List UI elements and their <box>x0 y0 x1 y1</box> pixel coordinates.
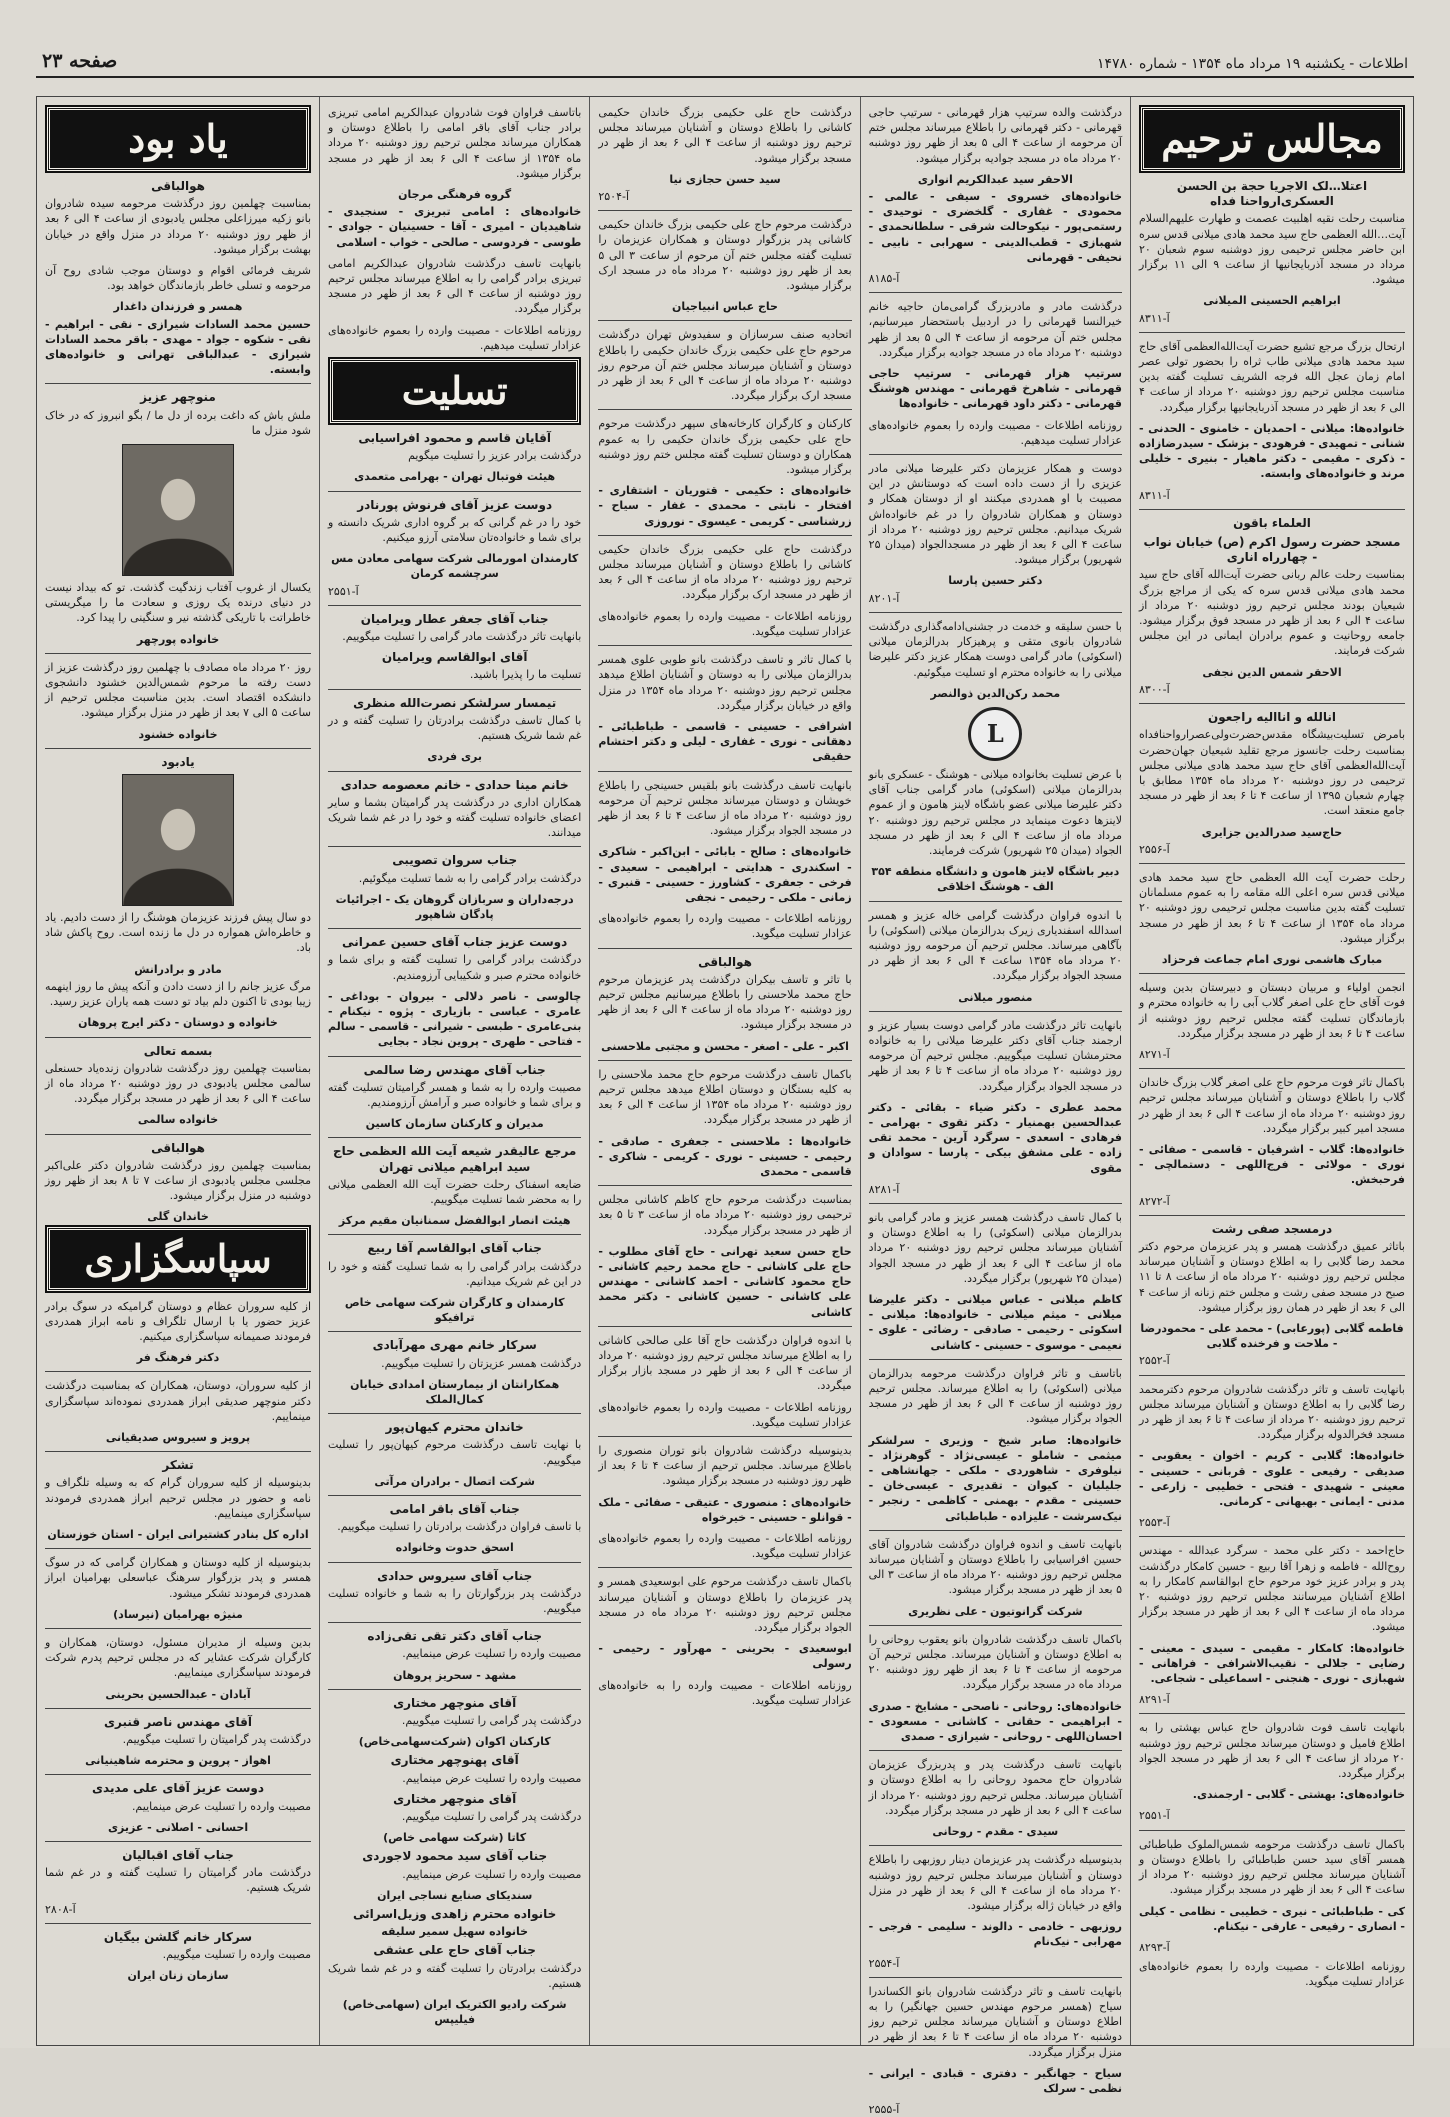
notice-text: ضایعه اسفناک رحلت حضرت آیت الله العظمی میلانی را به محضر شما تسلیت میگوییم. <box>328 1177 582 1206</box>
notice-heading: مسجد حضرت رسول اکرم (ص) خیابان نواب - چهارراه اناری <box>1143 535 1401 565</box>
family-list: خانواده‌های : امامی تبریزی - سنجیدی - شاهیدیان - امیری - آقا - حسینیان - جوادی - طوسی - فردوسی - صالحی - خواب - اسلامی <box>328 205 582 249</box>
notice-text: درگذشت برادر گرامی را به شما تسلیت میگوئیم. <box>358 871 582 885</box>
notice-heading: جناب آقای ابوالقاسم آقا ربیع <box>367 1241 542 1256</box>
notice-text: خود را در غم گرانی که بر گروه اداری شریک دانسته و برای شما و خانواده‌تان سلامتی آرزو میکنیم. <box>328 515 582 545</box>
divider <box>1139 1215 1405 1216</box>
notice-text: بمناسبت چهلمین روز درگذشت شادروان دکتر علی‌اکبر مجلسی مجلس یادبودی از ساعت ۷ تا ۸ بعد از ظهر روز دوشنبه در منزل برگزار میشود. <box>45 1158 312 1203</box>
divider <box>598 948 851 949</box>
notice-text: بانهایت تاثر درگذشت مادر گرامی دوست بسیار عزیز و ارجمند جناب آقای دکتر علیرضا میلانی را به خانواده محترمشان تسلیت میگوییم. مجلس ترحیم آن مرحومه روز دوشنبه ۲۰ مرداد ماه از ساعت ۴ تا ۶ بعد از ظهر در مسجد الجواد برگزار میگردد. <box>868 1018 1122 1093</box>
notice-text: بانهایت تاسف و اندوه فراوان درگذشت شادروان آقای حسین افراسیابی را باطلاع دوستان و آشنایان میرساند مجلس ترحیم روز دوشنبه ۲۰ مرداد ماه از ساعت ۳ الی ۵ بعد از ظهر در مسجد برگزار میشود. <box>868 1537 1122 1597</box>
divider <box>598 210 851 211</box>
lions-club-logo <box>968 707 1022 761</box>
notice-text: حاج‌احمد - دکتر علی محمد - سرگرد عبدالله - مهندس روح‌الله - فاطمه و زهرا آقا ربیع - حسین کامکار درگذشت پدر و برادر عزیز خود مرحوم حاج ابوالقاسم کامکار را به اطلاع آشنایان میرسانند مجلس ترحیم روز دوشنبه ۲۰ مرداد ماه از ساعت ۴ الی ۶ بعد از ظهر در مسجد برگزار میشود. <box>1139 1544 1405 1634</box>
family-list: روزبهی - خادمی - دالوند - سلیمی - فرجی - مهرابی - نیک‌نام <box>868 1920 1122 1949</box>
notice-text: باکمال تاسف درگذشت شادروان بانو یعقوب روحانی را به اطلاع دوستان و آشنایان میرساند. مجلس ترحیم آن مرحومه از ساعت ۴ تا ۶ بعد از ظهر روز دوشنبه ۲۰ مرداد ماه در مسجد برگزار میگردد. <box>868 1632 1122 1692</box>
divider <box>328 846 581 847</box>
divider <box>598 1185 851 1186</box>
notice-text: مناسبت رحلت نقیه اهلبیت عصمت و طهارت علیهم‌السلام آیت…الله العظمی حاج سید محمد هادی میلانی قدس سره ابن حاضر مجلس ترحیمی روز دوشنبه سوم شعبان ۲۰ مرداد در مسجد آذربایجانیها از ساعت ۹ الی ۱۱ برگزار میشود. <box>1139 212 1405 287</box>
notice-signature: شرکت اتصال - برادران مرآتی <box>374 1474 535 1488</box>
divider <box>45 748 311 749</box>
notice-text: با اندوه فراوان درگذشت حاج آقا علی صالحی کاشانی را به اطلاع میرساند مجلس ترحیم روز دوشنبه ۲۰ مرداد از ساعت ۴ الی ۶ بعد از ظهر در مسجد بازار برگزار میگردد. <box>598 1333 852 1393</box>
notice-text: با کمال تاثر و تاسف درگذشت بانو طوبی علوی همسر بدرالزمان میلانی را به دوستان و آشنایان اطلاع میدهد مجلس ترحیم روز دوشنبه ۲۰ مرداد ماه ۱۳۵۴ در منزل واقع در خیابان برگزار میگردد. <box>598 653 852 712</box>
divider <box>598 771 851 772</box>
notice-text: دو سال پیش فرزند عزیزمان هوشنگ را از دست دادیم. یاد و خاطره‌اش همواره در دل ما زنده است. روح پاکش شاد باد. <box>45 911 312 955</box>
family-list: ابوسعیدی - بحرینی - مهرآور - رحیمی - رسولی <box>598 1642 852 1671</box>
family-list: سرتیپ هزار قهرمانی - سرتیپ حاجی قهرمانی - شاهرخ قهرمانی - مهندس هوشنگ قهرمانی - دکتر داود قهرمانی - خانواده‌ها <box>868 367 1122 411</box>
column-4 <box>319 97 589 2045</box>
notice-signature: الاحقر شمس الدین نجفی <box>1202 665 1342 679</box>
family-list: خانواده‌ها: کامکار - مقیمی - سیدی - معینی - رضایی - جلالی - نقیب‌الاشرافی - فراهانی - شهبازی - نوری - هنجنی - اسماعیلی - شجاعی. <box>1139 1641 1405 1686</box>
divider <box>869 1203 1122 1204</box>
ad-code: آ-۸۲۹۳ <box>1139 1940 1170 1954</box>
divider <box>45 1548 311 1549</box>
notice-text: باکمال تاسف درگذشت مرحوم حاج محمد ملاحسنی را به کلیه بستگان و دوستان اطلاع میدهد مجلس ترحیم روز دوشنبه ۲۰ مرداد ماه ۱۳۵۴ از ساعت ۴ الی ۶ بعد از ظهر در مسجد برگزار میگردد. <box>598 1067 852 1127</box>
notice-heading: درمسجد صفی رشت <box>1211 1221 1333 1236</box>
notice-signature: هیئت فوتبال تهران - بهرامی متعمدی <box>354 470 556 484</box>
divider <box>869 1750 1122 1751</box>
ad-code: آ-۸۲۸۱ <box>868 1182 900 1196</box>
notice-text: از کلیه سروران، دوستان، همکاران که بمناسبت درگذشت دکتر منوچهر صدیقی ابراز همدردی نموده‌اند سپاسگزاری مینماییم. <box>45 1379 312 1423</box>
notice-footer: روزنامه اطلاعات - مصیبت وارده را بعموم خانواده‌های عزادار تسلیت میگوید. <box>1139 1960 1405 1989</box>
ad-code: آ-۲۵۵۶ <box>1139 842 1170 856</box>
issue-line: اطلاعات - یکشنبه ۱۹ مرداد ماه ۱۳۵۴ - شماره ۱۴۷۸۰ <box>1096 56 1408 72</box>
notice-heading: اعتلا…لک الاجریا حجة بن الحسن العسکری‌اروا‌حنا فداه <box>1176 179 1368 209</box>
notice-text: مصیبت وارده را تسلیت عرض مینماییم. <box>402 1867 582 1881</box>
notice-text: درگذشت پدر بزرگوارتان را به شما و خانواده تسلیت میگوییم. <box>328 1586 582 1616</box>
notice-heading: خانواده محترم زاهدی وزیل‌اسرائی <box>353 1907 557 1922</box>
notice-signature: پرویز و سیروس صدیقیانی <box>105 1430 251 1444</box>
notice-signature: حاج عباس انبیاجیان <box>672 300 778 314</box>
section-banner-sepasgozari: سپاسگزاری <box>47 1227 309 1291</box>
notice-text: باتاسف و تاثر فراوان درگذشت مرحومه بدرالزمان میلانی (اسکوئی) را به اطلاع میرساند. مجلس ترحیم روز دوشنبه از ساعت ۴ الی ۶ بعد از ظهر در مسجد الجواد برگزار میشود. <box>868 1366 1123 1426</box>
divider <box>869 1977 1122 1978</box>
divider <box>328 1495 581 1496</box>
notice-text: بانهایت تاثر درگذشت مادر گرامی را تسلیت میگوییم. <box>342 630 582 644</box>
notice-footer: روزنامه اطلاعات - مصیبت وارده را بعموم خانواده‌های عزادار تسلیت میگوید. <box>598 609 852 638</box>
divider <box>45 383 311 384</box>
divider <box>598 645 851 646</box>
divider <box>45 1371 311 1372</box>
notice-heading: آقای مهندس ناصر قنبری <box>104 1714 252 1729</box>
divider <box>1139 703 1405 704</box>
notice-text: ملش باش که داغت برده از دل ما / بگو انبروز که در خاک شود منزل ما <box>45 408 312 437</box>
notice-signature: سیدی - مقدم - روحانی <box>932 1825 1059 1839</box>
notice-text: بدینوسیله درگذشت شادروان بانو توران منصوری را باطلاع میرساند. مجلس ترحیم از ساعت ۴ تا ۶ بعد از ظهر روز دوشنبه در مسجد برگزار میشود. <box>598 1444 852 1488</box>
divider <box>869 612 1122 613</box>
section-banner-yadbood: یاد بود <box>47 107 309 171</box>
divider <box>598 1326 851 1327</box>
notice-signature: مشهد - سحریز پروهان <box>393 1668 517 1682</box>
notice-text: بانهایت تاسف فوت شادروان حاج عباس بهشتی را به اطلاع فامیل و دوستان میرساند مجلس ترحیم روز دوشنبه ۲۰ مرداد از ساعت ۴ الی ۶ بعد از ظهر در مسجد الجواد برگزار میگردد. <box>1139 1721 1405 1781</box>
ad-code: آ-۲۵۵۲ <box>1139 1354 1170 1368</box>
page-number: صفحه ۲۳ <box>42 50 118 72</box>
notice-text: انجمن اولیاء و مربیان دبستان و دبیرستان بدین وسیله فوت آقای حاج علی اصغر گلاب آبی را به خانواده محترم و بازماندگان تسلیت گفته مجلس ترحیم روز دوشنبه از ساعت ۴ تا ۶ بعد از ظهر در مسجد برگزار میگردد. <box>1139 981 1405 1040</box>
divider <box>1139 332 1405 333</box>
notice-signature: آبادان - عبدالحسین بحرینی <box>105 1687 251 1701</box>
family-list: خانواده‌های: بهشتی - گلابی - ارجمندی. <box>1192 1788 1405 1802</box>
ad-code: آ-۸۳۱۱ <box>1139 488 1170 502</box>
notice-text: کارکنان و کارگران کارخانه‌های سپهر درگذشت مرحوم حاج علی حکیمی بزرگ خاندان حکیمی را به عموم همکاران و دوستان تسلیت گفته مجلس ختم روز دوشنبه برگزار میشود. <box>598 417 852 477</box>
notice-text: بمناسبت رحلت عالم ربانی حضرت آیت‌الله آقای حاج سید محمد هادی میلانی قدس سره که یکی از مراجع بزرگ شیعیان بودند مجلس ترحیم روز دوشنبه ۲۰ مرداد از ساعت ۴ الی ۶ بعد از ظهر در مسجد فوق برگزار میشود. جامعه روحانیت و عموم برادران ایمانی در این مجلس شرکت فرمایند. <box>1139 568 1405 658</box>
family-list: خانواده‌ها: صابر شیخ - وزیری - سرلشکر میثمی - شاملو - عیسی‌نژاد - گوهرنژاد - نیلوفری - شاهوردی - ملکی - جهانشاهی - جلیلیان - کیوان - تقدیری - عیسی‌خان - حسینی - مقدم - بهمنی - کاظمی - رنجبر - نیک‌سرشت - علیزاده - طباطبائی <box>868 1433 1122 1523</box>
notice-signature: شرکت رادیو الکتریک ایران (سهامی‌خاص) فیلیپس <box>342 1998 567 2027</box>
divider <box>1139 509 1405 510</box>
notice-text: درگذشت حاج علی حکیمی بزرگ خاندان حکیمی کاشانی را باطلاع دوستان و آشنایان میرساند مجلس ترحیم روز دوشنبه ۲۰ مرداد ماه از ساعت ۴ الی ۶ بعد از ظهر در مسجد ارک برگزار میگردد. <box>598 542 852 602</box>
masthead <box>36 14 1414 78</box>
notice-signature: اسحق حدوت وخانواده <box>395 1541 514 1555</box>
notice-heading: هوالباقی <box>151 179 205 193</box>
divider <box>328 1234 581 1235</box>
ad-code: آ-۲۵۵۱ <box>328 584 359 598</box>
notice-text: درگذشت برادرتان را تسلیت گفته و در غم شما شریک هستیم. <box>328 1961 582 1990</box>
divider <box>328 1331 581 1332</box>
notice-text: درگذشت پدر گرامی را تسلیت میگوییم. <box>401 1714 582 1728</box>
divider <box>598 1436 851 1437</box>
notice-signature: اکبر - علی - اصغر - محسن و مجتبی ملاحسنی <box>601 1039 849 1053</box>
notice-text: مصیبت وارده را تسلیت میگوییم. <box>162 1948 312 1962</box>
divider <box>869 1530 1122 1531</box>
divider <box>328 771 581 772</box>
divider <box>1139 1536 1405 1537</box>
notice-signature: سید حسن حجازی نیا <box>669 172 781 186</box>
notice-signature: احسانی - اصلانی - عزیزی <box>107 1820 249 1834</box>
notice-heading: سرکار خانم گلشن بیگیان <box>103 1929 253 1944</box>
notice-text: بانهایت تاسف درگذشت بانو بلقیس حسینجی را باطلاع خویشان و دوستان میرساند مجلس ترحیم آن مرحومه روز دوشنبه ۲۰ مرداد ماه از ساعت ۴ تا ۶ بعد از ظهر در مسجد الجواد برگزار میشود. <box>598 778 852 838</box>
columns <box>36 96 1414 2117</box>
family-list: حاج حسن سعید تهرانی - حاج آقای مطلوب - حاج علی کاشانی - حاج محمد رحیم کاشانی - حاج محمود کاشانی - احمد کاشانی - مهندس علی کاشانی - حسین کاشانی - دکتر محمد کاشانی <box>598 1244 852 1319</box>
ad-code: آ-۲۵۵۱ <box>1139 1809 1170 1823</box>
notice-heading: دوست عزیز آقای علی مدیدی <box>92 1781 264 1796</box>
notice-text: بدین وسیله از مدیران مسئول، دوستان، همکاران و کارگران شرکت عشایر که در مجلس ترحیم پدرم شرکت فرمودند سپاسگزاری مینماییم. <box>45 1635 312 1680</box>
notice-footer: روزنامه اطلاعات - مصیبت وارده را بعموم خانواده‌های عزادار تسلیت میگوید. <box>598 912 852 941</box>
notice-heading: خانم مینا حدادی - خانم معصومه حدادی <box>340 777 569 792</box>
notice-text: بمناسبت چهلمین روز درگذشت مرحومه سیده شادروان بانو زکیه میرزاعلی مجلس یادبودی از ساعت ۴ الی ۶ بعد از ظهر روز دوشنبه ۲۰ مرداد در منزل واقع در خیابان بهشت برگزار میشود. <box>45 197 312 256</box>
ad-code: آ-۲۵۵۵ <box>868 2103 900 2117</box>
notice-text: تسلیت ما را پذیرا باشید. <box>469 668 582 682</box>
column-2 <box>860 97 1130 2117</box>
notice-heading: آقای منوچهر مختاری <box>393 1791 517 1806</box>
divider <box>869 1359 1122 1360</box>
family-list: کاظم میلانی - عباس میلانی - دکتر علیرضا میلانی - میثم میلانی - خانواده‌ها: میلانی - اسکوئی - رحیمی - صادقی - رضائی - علوی - نعیمی - موسوی - حسینی - کاشانی <box>868 1293 1122 1352</box>
notice-signature: سندیکای صنایع نساجی ایران <box>377 1888 533 1902</box>
notice-signature: خانواده سهیل سمیر سلیقه <box>381 1925 529 1939</box>
notice-text: با حسن سلیقه و خدمت در جشنی‌ادامه‌گذاری درگذشت شادروان بانوی متقی و پرهیزکار بدرالزمان میلانی (اسکوئی) مادر گرامی دوست همکار عزیز دکتر علیرضا میلانی را به خانواده محترم او تسلیت میگوئیم. <box>868 619 1122 679</box>
column-1 <box>1130 97 1413 2045</box>
notice-text: روز ۲۰ مرداد ماه مصادف با چهلمین روز درگذشت عزیز از دست رفته ما مرحوم شمس‌الدین خشنود دانشجوی دانشکده اقتصاد است. بدین مناسبت مجلس ترحیم از ساعت ۵ الی ۷ بعد از ظهر در منزل برگزار میشود. <box>45 660 312 720</box>
notice-signature: مادر و برادرانش <box>134 962 222 976</box>
divider <box>869 454 1122 455</box>
divider <box>328 1413 581 1414</box>
divider <box>598 1567 851 1568</box>
notice-signature: خانواده سالمی <box>137 1113 219 1127</box>
section-banner-tasliyat: تسلیت <box>330 359 579 423</box>
divider <box>1139 1830 1405 1831</box>
notice-signature: اداره کل بنادر کشتیرانی ایران - استان خوزستان <box>47 1527 309 1541</box>
divider <box>45 1451 311 1452</box>
notice-signature: خانواده پورچهر <box>136 632 220 646</box>
notice-heading: آقایان قاسم و محمود افراسیابی <box>358 431 552 446</box>
notice-signature: دکتر حسین پارسا <box>948 574 1043 588</box>
notice-signature: دکتر فرهنگ فر <box>136 1351 220 1365</box>
notice-text: با اندوه فراوان درگذشت گرامی خاله عزیز و همسر اسدالله اسفندیاری زیرک بدرالزمان میلانی (اسکوئی) را بآگاهی میرساند. مجلس ترحیم آن مرحومه روز دوشنبه ۲۰ مرداد ماه ۱۳۵۴ ساعت ۴ الی ۶ بعد از ظهر در مسجد الجواد برگزار میگردد. <box>868 908 1122 983</box>
notice-text: دوست و همکار عزیزمان دکتر علیرضا میلانی مادر عزیزی را از دست داده است که دوستانش در این مصیبت با او همدردی میکنند او از دوستان همکار و دوستان و همکاران شادروان را در غم خانواده‌اش شریک میدانیم. مجلس ترحیم روز دوشنبه ۲۰ مرداد از ساعت ۴ الی ۶ بعد از ظهر در مسجدالجواد (میدان ۲۵ شهریور) برگزار میشود. <box>868 462 1122 567</box>
family-list: اشرافی - حسینی - قاسمی - طباطبائی - دهقانی - نوری - غفاری - لیلی و دکتر احتشام حقیقی <box>598 719 852 764</box>
divider <box>328 1689 581 1690</box>
divider <box>45 1841 311 1842</box>
divider <box>45 1037 311 1038</box>
notice-signature: کارمندان و کارگران شرکت سهامی خاص ترافیکو <box>344 1295 565 1325</box>
notice-text: باکمال تاسف درگذشت مرحومه شمس‌الملوک طباطبائی همسر آقای سید حسن طباطبائی را باطلاع دوستان و آشنایان میرساند مجلس ترحیم روز دوشنبه ۲۰ مرداد از ساعت ۴ الی ۶ بعد از ظهر در مسجد برگزار میشود. <box>1139 1837 1405 1897</box>
notice-text: مرگ عزیز جانم را از دست دادن و آنکه پیش ما روز اینهمه زیبا بودی تا اکنون دلم بیاد تو دست همه یاران عزیز رسید. <box>45 979 312 1009</box>
notice-text: درگذشت برادر گرامی را تسلیت گفته و برای شما و خانواده محترم صبر و شکیبایی آرزومندیم. <box>328 953 582 982</box>
notice-heading: آقای پهنوچهر مختاری <box>390 1753 519 1768</box>
notice-signature: اهواز - پروین و محترمه شاهینیانی <box>85 1754 271 1768</box>
divider <box>45 1134 311 1135</box>
notice-heading: هوالباقی <box>698 954 752 969</box>
column-3 <box>589 97 859 2045</box>
notice-heading: هوالباقی <box>151 1140 205 1155</box>
family-list: چالوسی - ناصر دلالی - بیروان - بوداغی - عامری - عباسی - بازیاری - پژوه - نیکنام - بنی‌عامری - طبسی - شیرانی - قاسمی - سالم - فتاحی - طهری - پروین نجاد - بجایی <box>328 989 582 1049</box>
notice-signature: الاحقر سید عبدالکریم انواری <box>917 172 1073 186</box>
column-5 <box>37 97 319 2045</box>
notice-signature: خانواده و دوستان - دکتر ایرج پروهان <box>78 1016 278 1030</box>
notice-heading: جناب آقای مهندس رضا سالمی <box>363 1062 546 1077</box>
ad-code: آ-۲۸۰۸ <box>45 1902 76 1916</box>
family-list: خانواده‌های: روحانی - ناصحی - مشایخ - صدری - ابراهیمی - حقانی - کاشانی - مسعودی - احسان‌اللهی - روحانی - شیرازی - صمدی <box>868 1699 1122 1744</box>
notice-text: بانهایت تاسف درگذشت پدر و پدربزرگ عزیزمان شادروان حاج محمود روحانی را به اطلاع دوستان و آشنایان میرساند. مجلس ترحیم روز دوشنبه ۲۰ مرداد از ساعت ۴ الی ۶ بعد از ظهر در مسجد برگزار میگردد. <box>868 1758 1122 1817</box>
notice-text: درگذشت مرحوم حاج علی حکیمی بزرگ خاندان حکیمی کاشانی پدر بزرگوار دوستان و همکاران عزیزمان را تسلیت گفته مجلس ختم آن مرحوم از ساعت ۳ الی ۵ بعد از ظهر روز دوشنبه ۲۰ مرداد ماه در مسجد ارک برگزار میشود. <box>598 218 852 293</box>
notice-text: با نهایت تاسف درگذشت مرحوم کیهان‌پور را تسلیت میگوییم. <box>328 1438 582 1467</box>
notice-signature: خانواده خشنود <box>138 727 218 741</box>
notice-text: بانهایت تاسف درگذشت شادروان عبدالکریم امامی تبریزی برادر گرامی را به اطلاع میرساند مجلس ترحیم روز دوشنبه از ساعت ۴ الی ۶ بعد از ظهر در مسجد برگزار میگردد. <box>328 256 582 316</box>
ad-code: آ-۸۳۱۱ <box>1139 311 1170 325</box>
notice-text: بانهایت تاسف و تاثر درگذشت شادروان مرحوم دکترمحمد رضا گلابی را به اطلاع دوستان و آشنایان میرساند مجلس ترحیم روز دوشنبه ۲۰ مرداد از ساعت ۴ تا ۶ بعد از ظهر در مسجد فخرالدوله برگزار میگردد. <box>1139 1382 1406 1442</box>
notice-heading: العلماء باقون <box>1233 515 1311 530</box>
notice-text: مصیبت وارده را به شما و همسر گرامیتان تسلیت گفته و برای شما و خانواده صبر و آرامش آرزومندیم. <box>328 1080 582 1109</box>
notice-heading: بسمه تعالی <box>143 1043 213 1058</box>
ad-code: آ-۲۵۵۴ <box>868 1956 900 1970</box>
logo-letter: L <box>986 719 1004 749</box>
notice-signature: همسر و فرزندان داغدار <box>113 300 243 314</box>
family-list: سیاح - جهانگیر - دفتری - قبادی - ایرانی - نظمی - سرلک <box>868 2066 1122 2095</box>
family-list: خانواده‌های : صالح - بابائی - ابن‌اکبر - شاکری - اسکندری - هدایتی - ابراهیمی - سعیدی - فرخی - جعفری - کشاورز - حسینی - قنبری - زمانی - ملکی - رحیمی - نجفی <box>598 845 852 904</box>
notice-text: درگذشت برادر عزیز را تسلیت میگویم <box>408 449 582 463</box>
notice-text: از کلیه سروران عظام و دوستان گرامیکه در سوگ برادر عزیز حضور یا با ارسال تلگراف و نامه ابراز همدردی فرمودند صمیمانه سپاسگزاری میکنیم. <box>45 1299 312 1343</box>
notice-text: درگذشت برادر گرامی را به شما تسلیت گفته و خود را در این غم شریک میدانیم. <box>328 1259 582 1288</box>
notice-signature: کاتا (شرکت سهامی خاص) <box>383 1831 527 1845</box>
divider <box>1139 863 1405 864</box>
divider <box>598 320 851 321</box>
notice-heading: مرجع عالیقدر شیعه آیت الله العظمی حاج سید ابراهیم میلانی تهران <box>333 1144 577 1174</box>
notice-heading: خاندان محترم کیهان‌پور <box>385 1420 524 1435</box>
notice-text: ارتحال بزرگ مرجع تشیع حضرت آیت‌الله‌العظمی آقای حاج سید محمد هادی میلانی طاب ثراه را بحضور تولی عصر امام زمان عجل الله فرجه الشریف تسلیت گفته بدین مناسبت مجلس ترحیم روز دوشنبه ۲۰ مرداد از ساعت ۴ الی ۶ بعد از ظهر در مسجد آذربایجانیها برگزار میگردد. <box>1139 339 1405 414</box>
notice-text: درگذشت مادر گرامیتان را تسلیت گفته و در غم شما شریک هستیم. <box>45 1866 312 1895</box>
notice-text: بمناسبت درگذشت مرحوم حاج کاظم کاشانی مجلس ترحیمی روز دوشنبه ۲۰ مرداد ماه از ساعت ۳ تا ۵ بعد از ظهر در مسجد برگزار میگردد. <box>598 1193 852 1237</box>
divider <box>1139 973 1405 974</box>
notice-signature: محمد رکن‌الدین ذوالنصر <box>930 686 1061 700</box>
notice-signature: منیژه بهرامیان (نیرساد) <box>113 1607 243 1621</box>
notice-heading: جناب آقای جعفر عطار ویرامیان <box>360 611 549 626</box>
notice-text: باکمال تاسف درگذشت مرحوم علی ابوسعیدی همسر و پدر عزیزمان را باطلاع دوستان و آشنایان میرساند مجلس ترحیم روز دوشنبه ۲۰ مرداد ماه در مسجد الجواد برگزار میگردد. <box>598 1575 852 1635</box>
divider <box>1139 1375 1405 1376</box>
notice-signature: دبیر باشگاه لاینز هامون و دانشگاه منطقه ۳۵۴ الف - هوشنگ اخلاقی <box>871 865 1120 894</box>
notice-heading: جناب آقای باقر امامی <box>389 1502 520 1517</box>
divider <box>45 653 311 654</box>
notice-text: بدینوسیله از کلیه دوستان و همکاران گرامی که در سوگ همسر و پدر بزرگوار سرهنگ عباسعلی بهرامیان ابراز همدردی فرمودند تشکر میشود. <box>45 1556 312 1600</box>
notice-footer: روزنامه اطلاعات - مصیبت وارده را بعموم خانواده‌های عزادار تسلیت میگوید. <box>598 1400 852 1429</box>
notice-text: با کمال تاسف درگذشت همسر عزیز و مادر گرامی بانو بدرالزمان میلانی (اسکوئی) را به اطلاع دوستان و آشنایان میرساند مجلس ترحیم روز دوشنبه ۲۰ مرداد ماه از ساعت ۴ الی ۶ بعد از ظهر در مسجد الجواد (میدان ۲۵ شهریور) برگزار میگردد. <box>868 1210 1122 1285</box>
notice-heading: جناب سروان تصویبی <box>392 853 518 868</box>
divider <box>328 1562 581 1563</box>
divider <box>1139 1068 1405 1069</box>
notice-text: با کمال تاسف درگذشت برادرتان را تسلیت گفته و در غم شما شریک هستیم. <box>328 713 582 743</box>
divider <box>328 928 581 929</box>
notice-signature: خاندان گلی <box>147 1210 209 1224</box>
family-list: خانواده‌های خسروی - سیفی - عالمی - محمودی - غفاری - گلخضری - توحیدی - رستمی‌پور - نیکوحالت شرقی - سلطانحمدی - شهبازی - قطب‌الدینی - سهرابی - نابیی - نحیفی - قهرمانی <box>868 190 1122 264</box>
notice-heading: یادبود <box>161 754 195 769</box>
portrait-photo <box>122 774 234 906</box>
ad-code: آ-۸۲۷۲ <box>1139 1194 1170 1208</box>
divider <box>328 605 581 606</box>
notice-signature: کارکنان اکوان (شرکت‌سهامی‌خاص) <box>358 1735 551 1749</box>
notice-text: رحلت حضرت آیت الله العظمی حاج سید محمد هادی میلانی قدس سره اعلی الله مقامه را به عموم مسلمانان تسلیت گفته بدین مناسبت مجلس ترحیمی روز دوشنبه ۲۰ مرداد ماه ۱۳۵۴ از ساعت ۴ تا ۶ بعد از ظهر در مسجد برگزار میشود. <box>1139 870 1406 945</box>
notice-heading: دوست عزیز آقای فرنوش پورنادر <box>357 497 553 512</box>
notice-text: همکاران اداری در درگذشت پدر گرامیتان بشما و سایر اعضای خانواده تسلیت گفته و خود را در غم شما شریک میدانند. <box>328 795 582 840</box>
notice-signature: منصور میلانی <box>958 990 1033 1004</box>
portrait-photo <box>122 444 234 576</box>
divider <box>869 901 1122 902</box>
divider <box>869 1625 1122 1626</box>
divider <box>598 1060 851 1061</box>
notice-signature: همکارانتان از بیمارستان امدادی خیابان کمال‌الملک <box>350 1377 560 1406</box>
family-list: خانواده‌ها: گلابی - کریم - اخوان - یعقوبی - صدیقی - رفیعی - علوی - قربانی - حسینی - معینی - شهیدی - فتحی - خطیبی - زارعی - مدنی - ایمانی - بهبهانی - کرمانی. <box>1139 1449 1405 1509</box>
divider <box>45 1774 311 1775</box>
notice-footer: روزنامه اطلاعات - مصیبت وارده را بعموم خانواده‌های عزادار تسلیت میگوید. <box>598 1532 852 1561</box>
section-banner-majales: مجالس ترحیم <box>1141 107 1403 171</box>
divider <box>598 535 851 536</box>
notice-text: اتحادیه صنف سرسازان و سفیدوش تهران درگذشت مرحوم حاج علی حکیمی بزرگ خاندان حکیمی را باطلاع دوستان و آشنایان میرساند مجلس ختم آن مرحوم روز دوشنبه ۲۰ مرداد ماه از ساعت ۴ الی ۶ بعد از ظهر در مسجد ارک برگزار میگردد. <box>598 328 852 403</box>
notice-heading: دوست عزیز جناب آقای حسین عمرانی <box>342 935 568 950</box>
divider <box>328 491 581 492</box>
notice-signature: کارمندان امورمالی شرکت سهامی معادن مس سرچشمه کرمان <box>331 552 579 581</box>
notice-signature: درجه‌داران و سربازان گروهان یک - اجرائیات پادگان شاهپور <box>335 892 574 921</box>
notice-text: با تاثر و تاسف بیکران درگذشت پدر عزیزمان مرحوم حاج محمد ملاحسنی را باطلاع میرسانیم مجلس ترحیم روز دوشنبه ۲۰ مرداد ماه از ساعت ۴ الی ۶ بعد از ظهر در مسجد برگزار میشود. <box>598 972 852 1032</box>
notice-text: بامرض تسلیت‌بیشگاه مقدس‌حضرت‌ولی‌عصر‌ارواحنافداه بمناسبت رحلت جانسوز مرجع تقلید شیعیان جهان‌حضرت آیت‌الله‌العظمی آقای حاج سید محمد هادی میلانی مجلس ترحیمی در روز دوشنبه ۲۰ مرداد ماه ۱۳۵۴ مطابق با چهارم شعبان ۱۳۹۵ از ساعت ۴ تا ۶ بعد از ظهر در مسجد جامع منعقد است. <box>1139 728 1405 818</box>
family-list: حسین محمد السادات شیرازی - نقی - ابراهیم - نقی - شکوه - جواد - مهدی - باقر محمد السادات شیرازی - عبدالباقی تهرانی و خانواده‌های وابسته. <box>45 317 312 377</box>
notice-text: مصیبت وارده را تسلیت عرض مینماییم. <box>131 1799 312 1813</box>
notice-text: با تاسف فراوان درگذشت برادرتان را تسلیت میگوییم. <box>337 1520 582 1534</box>
ad-code: آ-۸۲۹۱ <box>1139 1693 1170 1707</box>
family-list: خانواده‌ها: گلاب - اشرفیان - قاسمی - صفائی - نوری - مولائی - فرج‌اللهی - دستمالچی - فرحبخش. <box>1139 1142 1405 1187</box>
notice-text: با عرض تسلیت بخانواده میلانی - هوشنگ - عسکری بانو بدرالزمان میلانی (اسکوئی) مادر گرامی جناب آقای دکتر علیرضا میلانی عضو باشگاه لاینز هامون و از عموم لاینزها دعوت مینماید در مجلس ترحیم روز دوشنبه ۲۰ مرداد ماه از ساعت ۴ الی ۶ بعد از ظهر در مسجد الجواد (میدان ۲۵ شهریور) شرکت فرمایند. <box>868 767 1123 857</box>
notice-text: بدینوسیله درگذشت پدر عزیزمان دینار روزبهی را باطلاع دوستان و آشنایان میرساند مجلس ترحیم روز دوشنبه ۲۰ مرداد ماه از ساعت ۴ الی ۶ بعد از ظهر در منزل واقع در خیابان ژاله برگزار میشود. <box>868 1853 1123 1912</box>
divider <box>328 1056 581 1057</box>
notice-text: درگذشت مادر و مادربزرگ گرامی‌مان حاجیه خانم خیرالنسا قهرمانی را در اردبیل باستحضار میرسانیم، مجلس ختم آن مرحومه از ساعت ۴ الی ۵ بعد از ظهر دوشنبه ۲۰ مرداد ماه در مسجد جوادیه برگزار میگردد. <box>868 300 1122 359</box>
family-list: کی - طباطبائی - نیری - خطیبی - نظامی - کیلی - انصاری - رفیعی - عارفی - نیکنام. <box>1139 1904 1405 1933</box>
notice-heading: تشکر <box>162 1458 194 1473</box>
notice-text: درگذشت همسر عزیزتان را تسلیت میگوییم. <box>381 1356 582 1370</box>
notice-text: باتاسف فراوان فوت شادروان عبدالکریم امامی تبریزی برادر جناب آقای باقر امامی را باطلاع دوستان و همکاران میرساند مجلس ترحیم روز دوشنبه ۲۰ مرداد ماه ۱۳۵۴ از ساعت ۴ الی ۶ بعد از ظهر در مسجد برگزار میشود. <box>328 106 582 180</box>
notice-heading: آقای ابوالقاسم ویرامیان <box>381 650 528 665</box>
divider <box>328 1622 581 1623</box>
notice-signature: بری فردی <box>427 750 482 764</box>
notice-footer: روزنامه اطلاعات - مصیبت وارده را به خانواده‌های عزادار تسلیت میگوید. <box>598 1678 852 1707</box>
family-list: خانواده‌های : حکیمی - قتوریان - اشتقاری - افتخار - نابتی - محمدی - غفار - سیاح - زرشناسی - کریمی - عیسوی - نوروزی <box>598 484 852 528</box>
notice-text: بانهایت تاسف و تاثر درگذشت شادروان بانو الکساندرا سیاح (همسر مرحوم مهندس حسین جهانگیر) را به اطلاع دوستان و آشنایان میرساند مجلس ترحیم روز دوشنبه ۲۰ مرداد ماه از ساعت ۴ تا ۶ بعد از ظهر در منزل برگزار میگردد. <box>868 1984 1122 2059</box>
family-list: خانواده‌ها: میلانی - احمدیان - خامنوی - الحدنی - شنانی - تمهیدی - فرهودی - بزشک - سیدرضازاده - ذکری - مقیمی - دکتر ماهیار - بنیری - خلیلی مرند و خانواده‌های وابسته. <box>1139 421 1405 481</box>
notice-text: شریف فرمائی اقوام و دوستان موجب شادی روح آن مرحومه و تسلی خاطر بازماندگان خواهد بود. <box>45 264 312 293</box>
notice-heading: جناب آقای دکتر تقی تقی‌زاده <box>367 1629 542 1644</box>
notice-signature: حاج‌سید صدرالدین جزایری <box>1201 825 1343 839</box>
notice-heading: جناب آقای اقبالیان <box>122 1848 234 1863</box>
notice-signature: سازمان زنان ایران <box>127 1969 229 1983</box>
divider <box>45 1628 311 1629</box>
ad-code: آ-۸۳۰۰ <box>1139 682 1170 696</box>
ad-code: آ-۸۲۰۱ <box>868 591 900 605</box>
notice-signature: مبارک هاشمی نوری امام جماعت فرحزاد <box>1161 952 1383 966</box>
notice-heading: آقای منوچهر مختاری <box>393 1695 517 1710</box>
notice-text: درگذشت حاج علی حکیمی بزرگ خاندان حکیمی کاشانی را باطلاع دوستان و آشنایان میرساند مجلس ترحیم روز دوشنبه از ساعت ۴ الی ۶ بعد از ظهر در مسجد برگزار میشود. <box>598 106 852 165</box>
divider <box>869 1011 1122 1012</box>
notice-text: باتاثر عمیق درگذشت همسر و پدر عزیزمان مرحوم دکتر محمد رضا گلابی را به اطلاع دوستان و آشنایان میرساند مجلس ترحیم روز دوشنبه ۲۰ مرداد ماه از ساعت ۸ تا ۱۱ صبح در مسجد صفی رشت و مجلس ختم زنانه از ساعت ۴ الی ۶ بعد از ظهر در همان روز برگزار میشود. <box>1139 1239 1406 1314</box>
notice-signature: شرکت گرانوتیون - علی نظریری <box>908 1604 1083 1618</box>
ad-code: آ-۲۵۰۴ <box>598 190 630 204</box>
notice-text: درگذشت والده سرتیپ هزار قهرمانی - سرتیپ حاجی قهرمانی - دکتر قهرمانی را باطلاع میرساند مجلس ختم آن مرحومه از ساعت ۴ الی ۵ بعد از ظهر روز دوشنبه ۲۰ مرداد ماه در مسجد جوادیه برگزار میشود. <box>868 106 1122 165</box>
notice-heading: جناب آقای سید محمود لاجوردی <box>362 1849 548 1864</box>
notice-heading: انالله و انااليه راجعون <box>1208 710 1336 725</box>
notice-footer: روزنامه اطلاعات - مصیبت وارده را بعموم خانواده‌های عزادار تسلیت میدهیم. <box>328 323 582 352</box>
notice-heading: منوچهر عزیز <box>140 390 216 405</box>
divider <box>328 1137 581 1138</box>
notice-text: مصیبت وارده را تسلیت عرض مینماییم. <box>402 1771 582 1785</box>
notice-text: باکمال تاثر فوت مرحوم حاج علی اصغر گلاب بزرگ خاندان گلاب را باطلاع دوستان و آشنایان میرساند مجلس ترحیم روز دوشنبه ۲۰ مرداد ماه از ساعت ۴ الی ۶ بعد از ظهر در مسجد امیر کبیر برگزار میگردد. <box>1139 1076 1405 1135</box>
notice-text: درگذشت پدر گرامیتان را تسلیت میگوییم. <box>122 1733 312 1746</box>
ad-code: آ-۲۵۵۳ <box>1139 1516 1170 1530</box>
divider <box>1139 1713 1405 1714</box>
notice-signature: گروه فرهنگی مرجان <box>398 188 512 202</box>
divider <box>598 409 851 410</box>
notice-signature: هیئت انصار ابوالفضل سمنانیان مقیم مرکز <box>338 1214 571 1228</box>
notice-signature: ابراهیم الحسینی المیلانی <box>1203 294 1341 308</box>
divider <box>45 1708 311 1709</box>
notice-text: بدینوسیله از کلیه سروران گرام که به وسیله تلگراف و نامه و حضور در مجلس ترحیم ابراز همدردی فرمودند سپاسگزاری مینماییم. <box>45 1476 312 1520</box>
notice-heading: سرکار خانم مهری مهرآبادی <box>372 1338 537 1353</box>
notice-heading: جناب آقای حاج علی عشقی <box>373 1943 536 1958</box>
family-list: محمد عطری - دکتر ضیاء - بقائی - دکتر عبدالحسین بهمنیار - دکتر تقوی - بهرامی - فرهادی - اسعدی - سرگرد آرین - محمد تقی زاده - علی مشفق بیکی - پارسا - سوادان و مقوی <box>868 1100 1122 1175</box>
notice-signature: فاطمه گلابی (پورعابی) - محمد علی - محمودرضا - ملاحت و فرخنده گلابی <box>1140 1322 1404 1351</box>
family-list: خانواده‌ها : ملاحسنی - جعفری - صادقی - رحیمی - حسینی - نوری - کریمی - شاکری - قاسمی - محمدی <box>598 1134 852 1178</box>
divider <box>869 1845 1122 1846</box>
notice-text: بمناسبت چهلمین روز درگذشت شادروان زنده‌یاد حسنعلی سالمی مجلس یادبودی در روز دوشنبه ۲۰ مرداد ماه از ساعت ۴ الی ۶ بعد از ظهر در مسجد برگزار میگردد. <box>45 1061 312 1106</box>
family-list: خانواده‌های : منصوری - عتیقی - صفائی - ملک - قوانلو - حسینی - خیرخواه <box>598 1495 852 1524</box>
ad-code: آ-۸۲۷۱ <box>1139 1047 1170 1061</box>
divider <box>869 292 1122 293</box>
notice-text: یکسال از غروب آفتاب زندگیت گذشت. تو که بیداد نیست در دنیای درنده یک روزی و سعادت ما را میگریستی خاطراتت با تاریکی گذشته نیر و سنگینی را پیدا کرد. <box>45 581 312 625</box>
notice-text: درگذشت پدر گرامی را تسلیت میگوییم. <box>401 1810 582 1824</box>
ad-code: آ-۸۱۸۵ <box>868 272 900 286</box>
divider <box>328 689 581 690</box>
notice-signature: مدیران و کارکنان سازمان کاسین <box>365 1117 544 1131</box>
notice-heading: تیمسار سرلشکر نصرت‌الله منظری <box>353 695 557 710</box>
notice-footer: روزنامه اطلاعات - مصیبت وارده را بعموم خانواده‌های عزادار تسلیت میدهیم. <box>868 418 1122 447</box>
notice-text: مصیبت وارده را تسلیت عرض مینماییم. <box>402 1647 582 1661</box>
notice-heading: جناب آقای سیروس حدادی <box>377 1568 533 1583</box>
divider <box>45 1923 311 1924</box>
